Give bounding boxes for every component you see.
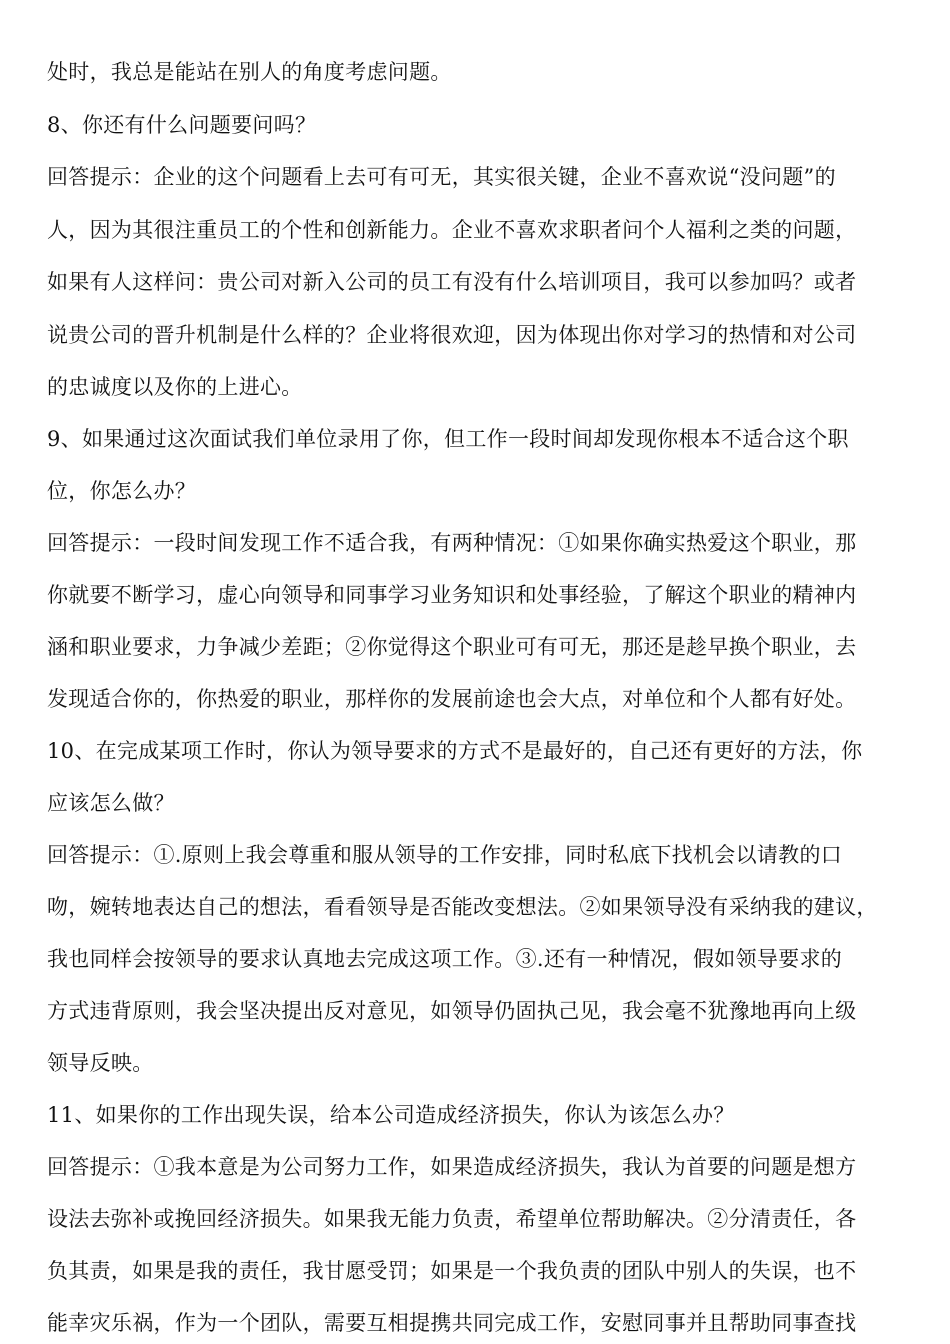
text-line: 人，因为其很注重员工的个性和创新能力。企业不喜欢求职者问个人福利之类的问题， [47,218,857,242]
text-line: 回答提示：①我本意是为公司努力工作，如果造成经济损失，我认为首要的问题是想方 [47,1155,857,1179]
text-line: 吻，婉转地表达自己的想法，看看领导是否能改变想法。②如果领导没有采纳我的建议， [47,895,878,919]
text-line: 领导反映。 [47,1051,154,1075]
text-line: 回答提示：①.原则上我会尊重和服从领导的工作安排，同时私底下找机会以请教的口 [47,843,843,867]
text-line: 回答提示：企业的这个问题看上去可有可无，其实很关键，企业不喜欢说“没问题”的 [47,165,836,189]
text-line: 你就要不断学习，虚心向领导和同事学习业务知识和处事经验，了解这个职业的精神内 [47,583,857,607]
question-heading: 10、在完成某项工作时，你认为领导要求的方式不是最好的，自己还有更好的方法，你 [47,739,863,763]
text-line: 我也同样会按领导的要求认真地去完成这项工作。③.还有一种情况，假如领导要求的 [47,947,843,971]
text-line: 负其责，如果是我的责任，我甘愿受罚；如果是一个我负责的团队中别人的失误，也不 [47,1259,857,1283]
text-line: 涵和职业要求，力争减少差距；②你觉得这个职业可有可无，那还是趁早换个职业，去 [47,635,857,659]
text-line: 发现适合你的，你热爱的职业，那样你的发展前途也会大点，对单位和个人都有好处。 [47,687,857,711]
text-line: 能幸灾乐祸，作为一个团队，需要互相提携共同完成工作，安慰同事并且帮助同事查找 [47,1311,857,1335]
question-heading: 8、你还有什么问题要问吗？ [47,113,317,137]
question-heading: 11、如果你的工作出现失误，给本公司造成经济损失，你认为该怎么办？ [47,1103,735,1127]
text-line: 的忠诚度以及你的上进心。 [47,375,303,399]
question-heading: 位，你怎么办？ [47,479,197,503]
text-line: 回答提示：一段时间发现工作不适合我，有两种情况：①如果你确实热爱这个职业，那 [47,531,857,555]
text-line: 方式违背原则，我会坚决提出反对意见，如领导仍固执己见，我会毫不犹豫地再向上级 [47,999,857,1023]
question-heading: 应该怎么做？ [47,791,175,815]
document-page [47,0,907,1344]
question-heading: 9、如果通过这次面试我们单位录用了你，但工作一段时间却发现你根本不适合这个职 [47,427,849,451]
text-line: 处时，我总是能站在别人的角度考虑问题。 [47,60,452,84]
text-line: 设法去弥补或挽回经济损失。如果我无能力负责，希望单位帮助解决。②分清责任，各 [47,1207,857,1231]
text-line: 说贵公司的晋升机制是什么样的？企业将很欢迎，因为体现出你对学习的热情和对公司 [47,323,857,347]
text-line: 如果有人这样问：贵公司对新入公司的员工有没有什么培训项目，我可以参加吗？或者 [47,270,857,294]
